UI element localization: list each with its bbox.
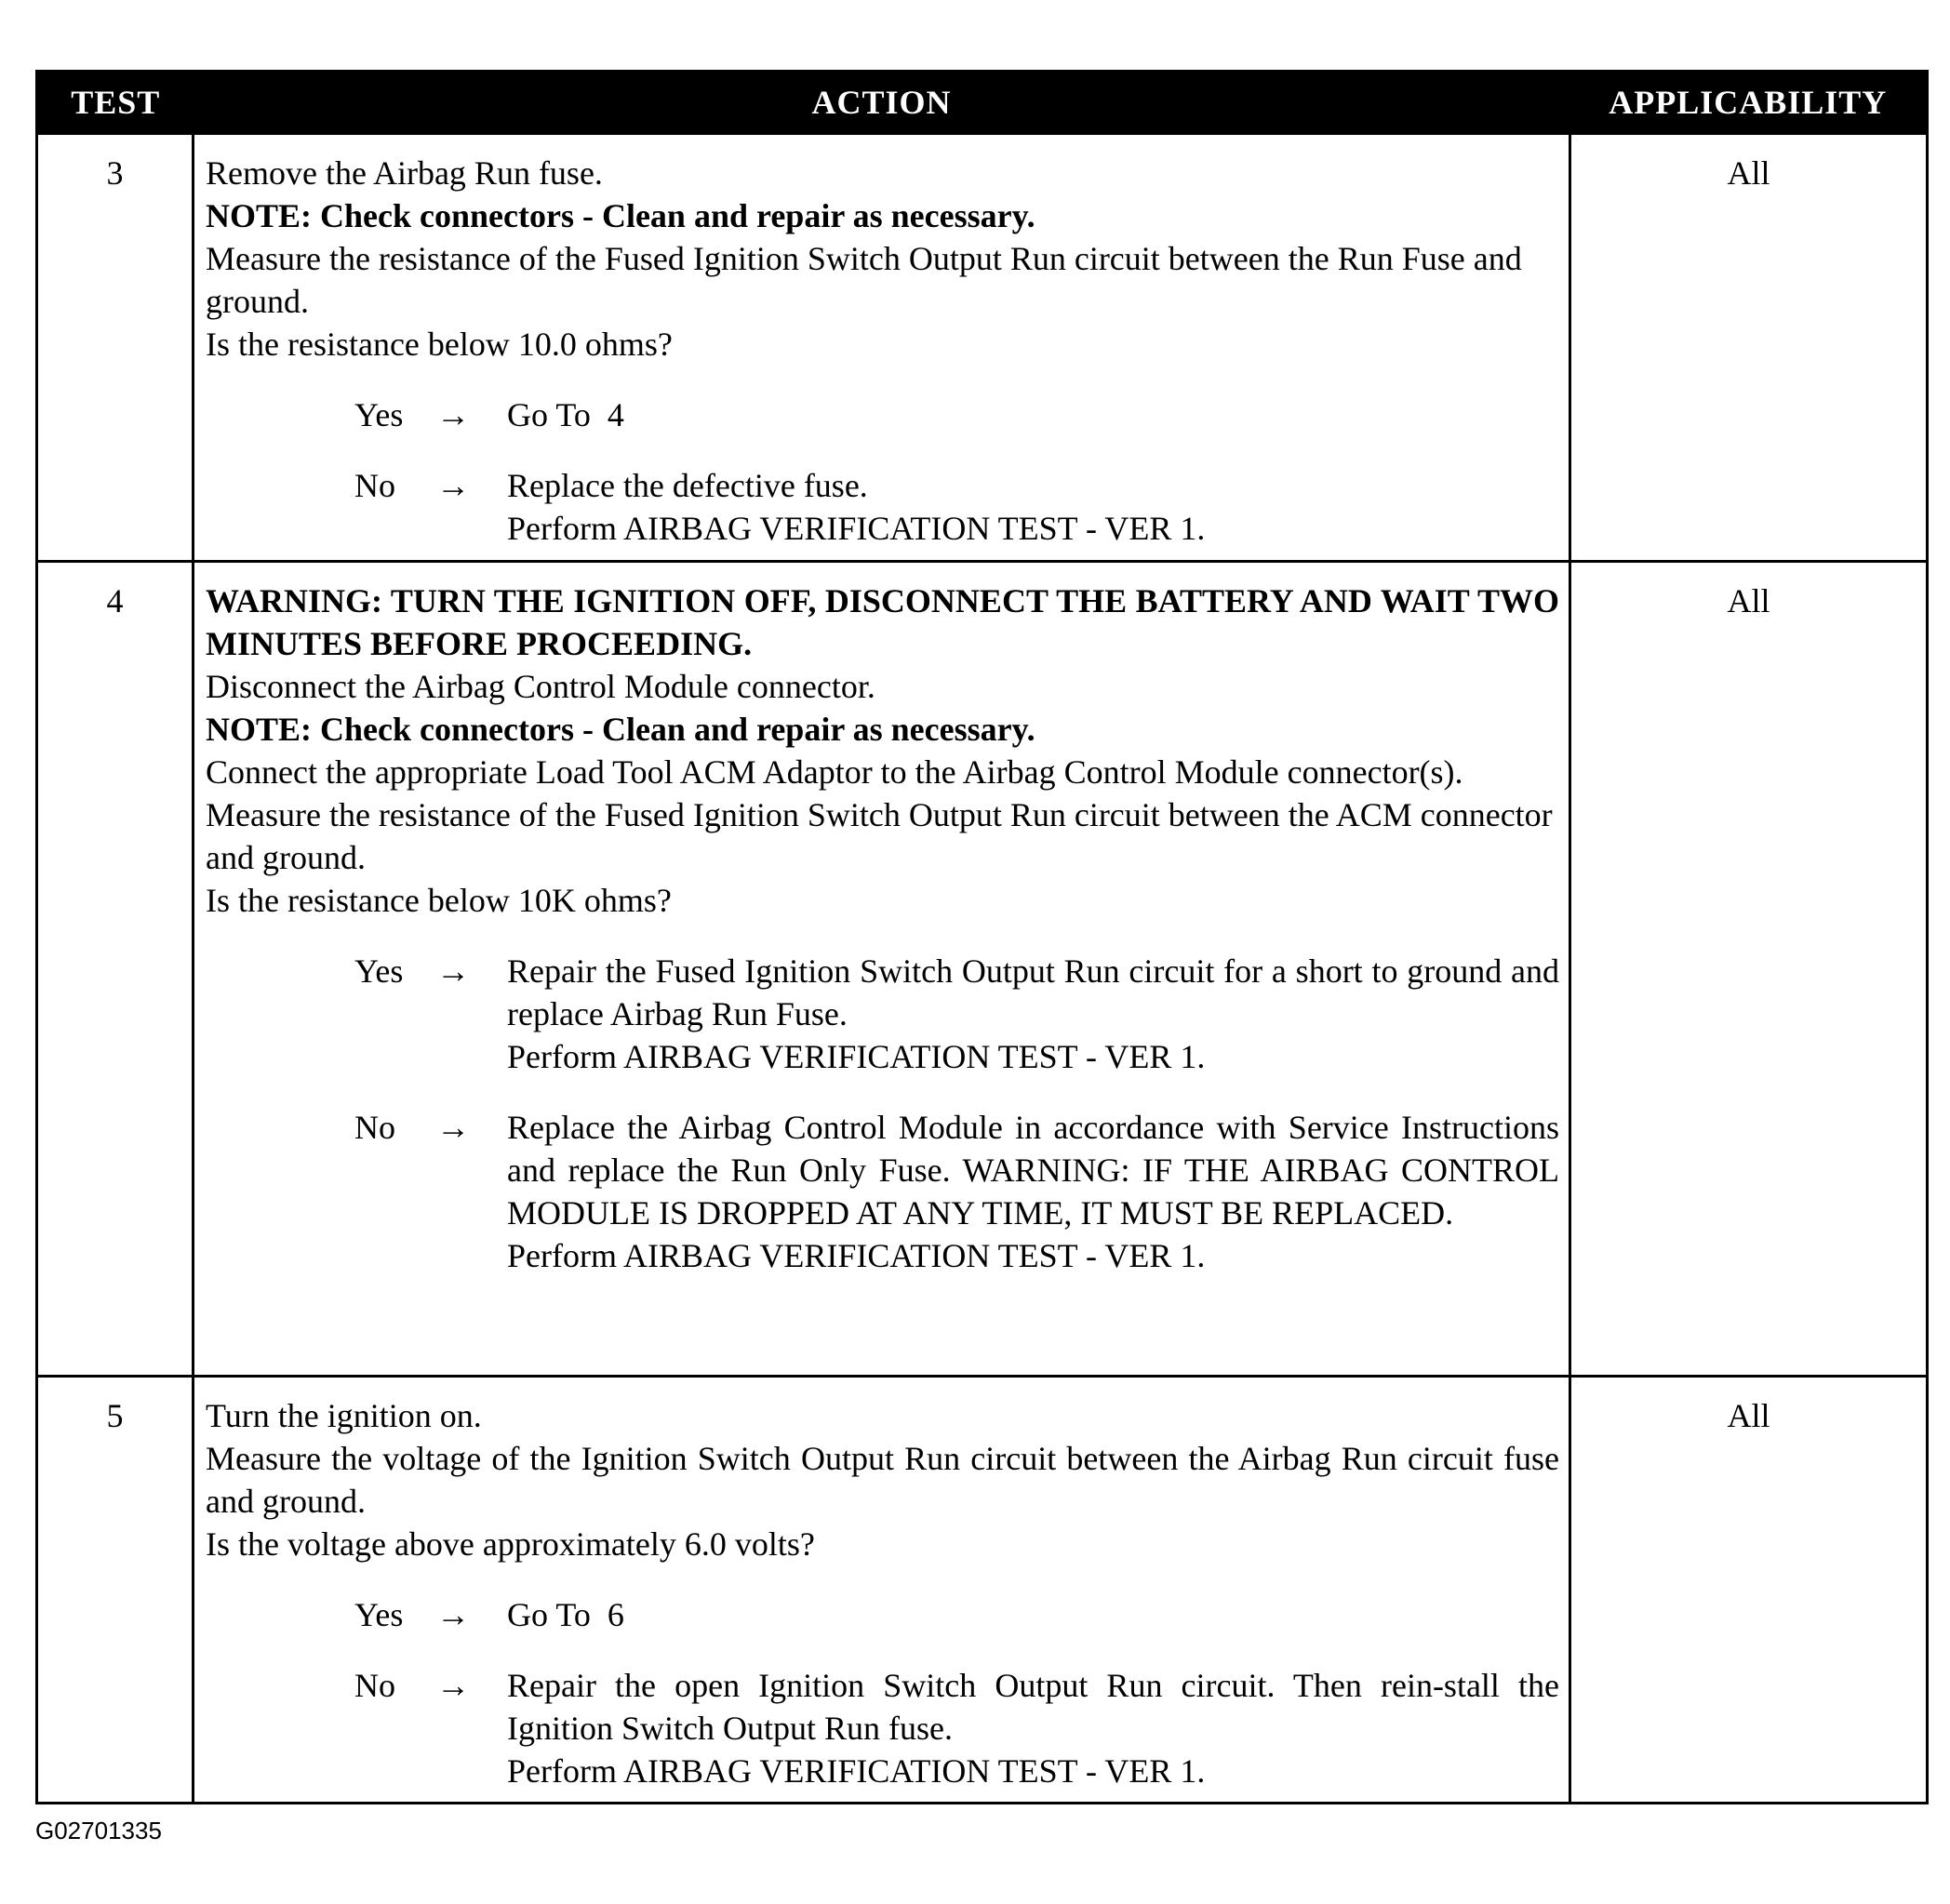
figure-code: G02701335: [35, 1817, 162, 1844]
result-line: Perform AIRBAG VERIFICATION TEST - VER 1.: [507, 1237, 1206, 1274]
no-label: No: [354, 467, 395, 504]
result-line: Perform AIRBAG VERIFICATION TEST - VER 1.: [507, 1038, 1206, 1075]
yes-result-text: [507, 1593, 1559, 1636]
yes-result: [206, 950, 1559, 1078]
test-number: 3: [37, 134, 194, 562]
result-line: Go To 4: [507, 396, 624, 433]
no-result: [206, 464, 1559, 550]
applicability-value: All: [1570, 1377, 1928, 1804]
right-arrow-icon: →: [436, 467, 470, 504]
action-step: Measure the resistance of the Fused Ignition Switch Output Run circuit between the Run Fuse and ground.: [206, 240, 1522, 320]
result-line: Replace the defective fuse.: [507, 467, 868, 504]
action-step: Disconnect the Airbag Control Module connector.: [206, 668, 875, 705]
result-line: Repair the open Ignition Switch Output Run circuit. Then rein-stall the Ignition Switch Output Run fuse.: [507, 1667, 1559, 1747]
note-text: NOTE: Check connectors - Clean and repair as necessary.: [206, 197, 1035, 234]
action-step: Remove the Airbag Run fuse.: [206, 154, 603, 192]
result-line: Perform AIRBAG VERIFICATION TEST - VER 1.: [507, 1752, 1206, 1790]
applicability-value: All: [1570, 562, 1928, 1377]
table-row: [37, 562, 1928, 1377]
no-result-text: [507, 1106, 1559, 1277]
question-text: Is the voltage above approximately 6.0 volts?: [206, 1525, 815, 1563]
yes-result-text: [507, 950, 1559, 1078]
action-cell: [194, 134, 1570, 562]
right-arrow-icon: →: [436, 396, 470, 433]
no-label: No: [354, 1667, 395, 1704]
right-arrow-icon: →: [436, 1667, 470, 1704]
action-step: Measure the resistance of the Fused Ignition Switch Output Run circuit between the ACM connector and ground.: [206, 796, 1553, 876]
header-action: ACTION: [194, 72, 1570, 134]
diagnostic-test-table: [35, 70, 1929, 1804]
result-line: Perform AIRBAG VERIFICATION TEST - VER 1.: [507, 510, 1206, 547]
header-applicability: APPLICABILITY: [1570, 72, 1928, 134]
yes-result: [206, 1593, 1559, 1636]
result-line: Replace the Airbag Control Module in accordance with Service Instructions and replace the Run Only Fuse. WARNING: IF THE AIRBAG CONTROL MODULE IS DROPPED AT ANY TIME, IT MUST BE REPLACED.: [507, 1109, 1559, 1232]
note-text: NOTE: Check connectors - Clean and repair as necessary.: [206, 711, 1035, 748]
table-row: [37, 1377, 1928, 1804]
yes-result: [206, 393, 1559, 436]
header-test: TEST: [37, 72, 194, 134]
action-step: Connect the appropriate Load Tool ACM Adaptor to the Airbag Control Module connector(s).: [206, 753, 1463, 791]
no-result-text: [507, 1664, 1559, 1792]
right-arrow-icon: →: [436, 1596, 470, 1633]
no-label: No: [354, 1109, 395, 1146]
yes-label: Yes: [354, 1596, 404, 1633]
table-row: [37, 134, 1928, 562]
right-arrow-icon: →: [436, 952, 470, 990]
action-step: Measure the voltage of the Ignition Switch Output Run circuit between the Airbag Run circuit fuse and ground.: [206, 1440, 1559, 1520]
applicability-value: All: [1570, 134, 1928, 562]
no-result: [206, 1106, 1559, 1277]
question-text: Is the resistance below 10.0 ohms?: [206, 326, 673, 363]
table-header-row: [37, 72, 1928, 134]
right-arrow-icon: →: [436, 1109, 470, 1146]
result-line: Go To 6: [507, 1596, 624, 1633]
no-result: [206, 1664, 1559, 1792]
test-number: 5: [37, 1377, 194, 1804]
warning-text: WARNING: TURN THE IGNITION OFF, DISCONNECT THE BATTERY AND WAIT TWO MINUTES BEFORE PROCEEDING.: [206, 582, 1559, 662]
yes-label: Yes: [354, 952, 404, 990]
yes-result-text: [507, 393, 1559, 436]
diagnostic-test-sheet: [35, 70, 1926, 1791]
action-cell: [194, 1377, 1570, 1804]
action-step: Turn the ignition on.: [206, 1397, 482, 1434]
result-line: Repair the Fused Ignition Switch Output Run circuit for a short to ground and replace Airbag Run Fuse.: [507, 952, 1559, 1032]
no-result-text: [507, 464, 1559, 550]
action-cell: [194, 562, 1570, 1377]
question-text: Is the resistance below 10K ohms?: [206, 882, 672, 919]
yes-label: Yes: [354, 396, 404, 433]
test-number: 4: [37, 562, 194, 1377]
